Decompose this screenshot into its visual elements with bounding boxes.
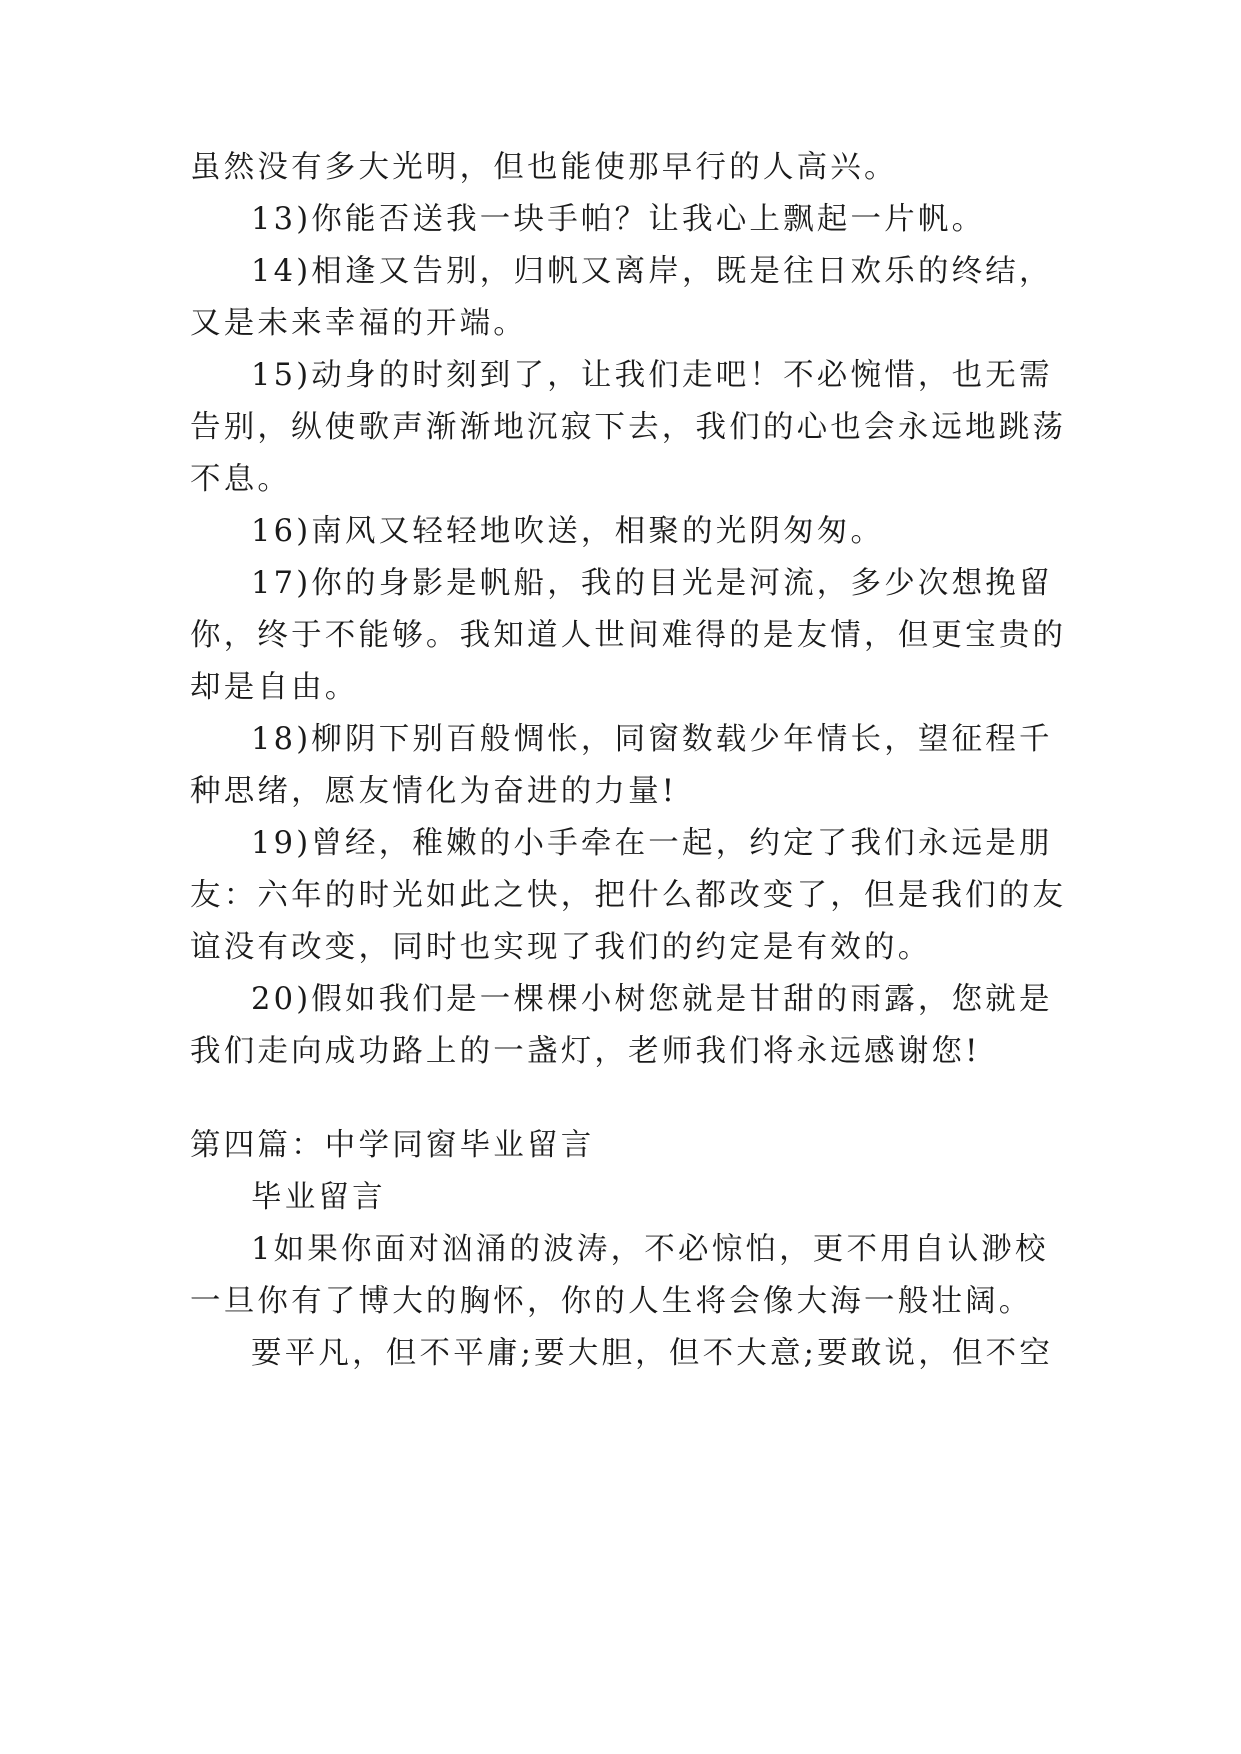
text-line: 谊没有改变，同时也实现了我们的约定是有效的。 (190, 930, 932, 965)
section-heading: 第四篇：中学同窗毕业留言 (190, 1128, 595, 1163)
message-1: 1如果你面对汹涌的波涛，不必惊怕，更不用自认渺校 (251, 1232, 1049, 1267)
message-19: 19)曾经，稚嫩的小手牵在一起，约定了我们永远是朋 (251, 826, 1053, 861)
message-16: 16)南风又轻轻地吹送，相聚的光阴匆匆。 (251, 514, 885, 549)
text-line: 一旦你有了博大的胸怀，你的人生将会像大海一般壮阔。 (190, 1284, 1033, 1319)
text-line: 又是未来幸福的开端。 (190, 306, 527, 341)
message-13: 13)你能否送我一块手帕？让我心上飘起一片帆。 (251, 202, 986, 237)
text-line: 不息。 (190, 462, 292, 497)
subheading: 毕业留言 (251, 1180, 386, 1215)
paragraph-line: 要平凡，但不平庸;要大胆，但不大意;要敢说，但不空 (251, 1336, 1054, 1371)
text-line: 虽然没有多大光明，但也能使那早行的人高兴。 (190, 150, 898, 185)
text-line: 却是自由。 (190, 670, 359, 705)
message-18: 18)柳阴下别百般惆怅，同窗数载少年情长，望征程千 (251, 722, 1053, 757)
text-line: 友：六年的时光如此之快，把什么都改变了，但是我们的友 (190, 878, 1067, 913)
message-17: 17)你的身影是帆船，我的目光是河流，多少次想挽留 (251, 566, 1053, 601)
text-line: 种思绪，愿友情化为奋进的力量! (190, 774, 678, 809)
message-14: 14)相逢又告别，归帆又离岸，既是往日欢乐的终结， (251, 254, 1053, 289)
text-line: 你，终于不能够。我知道人世间难得的是友情，但更宝贵的 (190, 618, 1067, 653)
text-line: 告别，纵使歌声渐渐地沉寂下去，我们的心也会永远地跳荡 (190, 410, 1067, 445)
message-20: 20)假如我们是一棵棵小树您就是甘甜的雨露，您就是 (251, 982, 1053, 1017)
text-line: 我们走向成功路上的一盏灯，老师我们将永远感谢您! (190, 1034, 981, 1069)
message-15: 15)动身的时刻到了，让我们走吧！不必惋惜，也无需 (251, 358, 1053, 393)
